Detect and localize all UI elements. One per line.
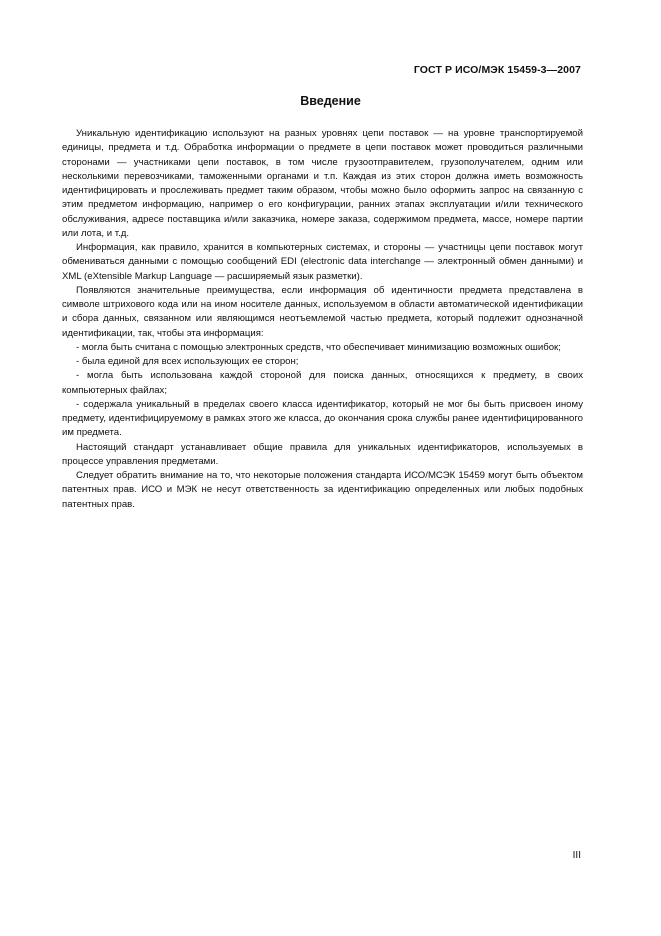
list-item-single-for-all: - была единой для всех использующих ее сторон; <box>76 356 299 367</box>
list-item-unique-identifier: - содержала уникальный в пределах своего класса идентификатор, который не мог бы быть присвоен иному предмету, идентифицируемому в рамках этого же класса, до окончания срока службы ранее идентифицированного им предмета. <box>62 398 583 439</box>
introduction-body <box>62 127 583 512</box>
document-header-standard-code: ГОСТ Р ИСО/МЭК 15459-3—2007 <box>413 64 581 76</box>
paragraph-unique-identification: Уникальную идентификацию используют на разных уровнях цепи поставок — на уровне транспортируемой единицы, предмета и т.д. Обработка информации о предмете в цепи поставок может проводиться различными сторонами — участниками цепи поставок, в том числе грузоотправителем, грузополучателем, одним или несколькими перевозчиками, таможенными органами и т.п. Каждая из этих сторон должна иметь возможность идентифицировать и прослеживать предмет таким образом, чтобы можно было оформить запрос на связанную с этим предметом информацию, например о его конфигурации, ранних этапах эксплуатации и/или технического обслуживания, адресе поставщика и/или заказчика, номере заказа, содержимом предмета, массе, номере партии или лота, и т.д. <box>62 128 583 239</box>
section-title: Введение <box>300 94 361 108</box>
page-number: III <box>572 850 581 861</box>
paragraph-advantages: Появляются значительные преимущества, если информация об идентичности предмета представлена в символе штрихового кода или на ином носителе данных, используемом в области автоматической идентификации и сбора данных, связанном или являющимся неотъемлемой частью предмета, который подлежит однозначной идентификации, так, чтобы эта информация: <box>62 284 583 339</box>
paragraph-patent-notice: Следует обратить внимание на то, что некоторые положения стандарта ИСО/МСЭК 15459 могут быть объектом патентных прав. ИСО и МЭК не несут ответственность за идентификацию определенных или любых подобных патентных прав. <box>62 470 583 510</box>
list-item-data-search: - могла быть использована каждой стороной для поиска данных, относящихся к предмету, в своих компьютерных файлах; <box>62 370 583 396</box>
paragraph-information-exchange: Информация, как правило, хранится в компьютерных системах, и стороны — участницы цепи поставок могут обмениваться данными с помощью сообщений EDI (electronic data interchange — электронный обмен данными) и XML (eXtensible Markup Language — расширяемый язык разметки). <box>62 242 583 282</box>
paragraph-standard-scope: Настоящий стандарт устанавливает общие правила для уникальных идентификаторов, используемых в процессе управления предметами. <box>62 441 583 467</box>
list-item-electronic-reading: - могла быть считана с помощью электронных средств, что обеспечивает минимизацию возможных ошибок; <box>76 341 561 353</box>
